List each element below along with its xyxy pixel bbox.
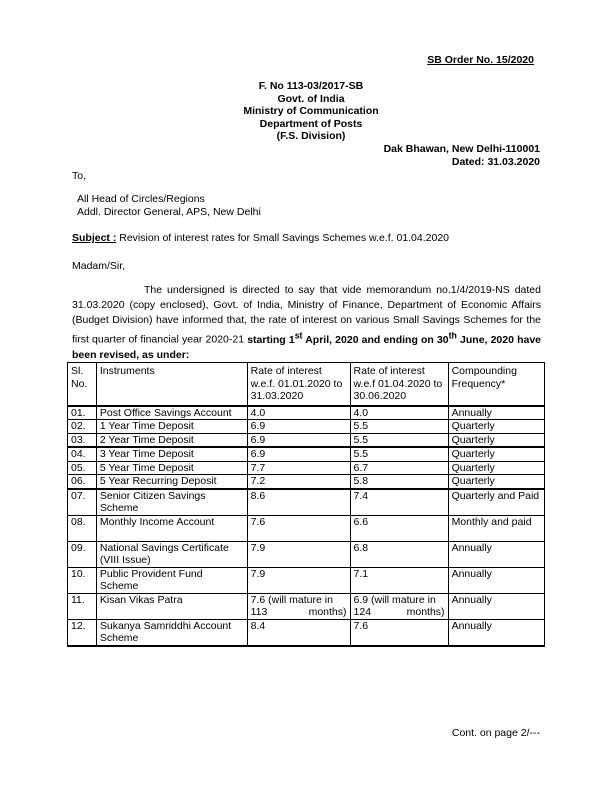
cell-compounding: Quarterly	[448, 461, 544, 475]
recipient: Addl. Director General, APS, New Delhi	[77, 206, 261, 218]
cell-old-rate: 6.9	[247, 447, 350, 461]
cell-sl-no: 01.	[68, 406, 97, 420]
paragraph-main: The undersigned is directed to say that vide memorandum no.1/4/2019-NS dated 31.03.2020 (copy enclosed), Govt. of India, Ministry of Finance, Department of Economic Affairs (Budget Division) have informed that, the rate of interest on various Small Savings Schemes for the first quarter of financial year 2020-21	[72, 284, 541, 346]
interest-rates-table	[67, 362, 545, 647]
cell-old-rate: 7.9	[247, 567, 350, 593]
cell-compounding: Quarterly	[448, 420, 544, 434]
cell-sl-no: 10.	[68, 567, 97, 593]
cell-sl-no: 02.	[68, 420, 97, 434]
cell-instrument: Sukanya Samriddhi Account Scheme	[96, 619, 247, 646]
cell-new-rate: 6.7	[350, 461, 448, 475]
cell-new-rate: 5.5	[350, 433, 448, 447]
subject-label: Subject :	[72, 232, 117, 244]
cell-sl-no: 07.	[68, 489, 97, 516]
column-header-instruments: Instruments	[96, 363, 247, 406]
cell-compounding: Quarterly	[448, 447, 544, 461]
column-header-sl-no: Sl. No.	[68, 363, 97, 406]
cell-instrument: Kisan Vikas Patra	[96, 593, 247, 619]
column-header-new-rate: Rate of interest w.e.f 01.04.2020 to 30.06.2020	[350, 363, 448, 406]
table-row	[68, 447, 545, 461]
body-paragraph	[72, 283, 541, 363]
cell-old-rate: 4.0	[247, 406, 350, 420]
cell-old-rate: 6.9	[247, 420, 350, 434]
cell-new-rate: 6.9 (will mature in 124 months)	[350, 593, 448, 619]
cell-new-rate: 5.8	[350, 475, 448, 489]
cell-compounding: Annually	[448, 567, 544, 593]
column-header-old-rate: Rate of interest w.e.f. 01.01.2020 to 31.03.2020	[247, 363, 350, 406]
division-line: (F.S. Division)	[276, 130, 346, 142]
cell-compounding: Annually	[448, 593, 544, 619]
department-line: Department of Posts	[259, 117, 363, 130]
cell-new-rate: 6.8	[350, 541, 448, 567]
table-row	[68, 489, 545, 516]
cell-instrument: Senior Citizen Savings Scheme	[96, 489, 247, 516]
cell-compounding: Quarterly	[448, 475, 544, 489]
table-row	[68, 420, 545, 434]
cell-old-rate: 7.7	[247, 461, 350, 475]
cell-new-rate: 4.0	[350, 406, 448, 420]
cell-old-rate: 7.6	[247, 515, 350, 541]
cell-instrument: Post Office Savings Account	[96, 406, 247, 420]
cell-instrument: National Savings Certificate (VIII Issue)	[96, 541, 247, 567]
table-row	[68, 475, 545, 489]
table-row	[68, 461, 545, 475]
cell-sl-no: 08.	[68, 515, 97, 541]
cell-old-rate: 7.6 (will mature in 113 months)	[247, 593, 350, 619]
cell-sl-no: 05.	[68, 461, 97, 475]
cell-new-rate: 7.4	[350, 489, 448, 516]
cell-compounding: Monthly and paid	[448, 515, 544, 541]
govt-line: Govt. of India	[277, 92, 345, 105]
recipients	[77, 193, 261, 219]
paragraph-bold: starting 1st April, 2020 and ending on 30th June, 2020 have been revised, as under:	[72, 330, 542, 361]
cell-instrument: 3 Year Time Deposit	[96, 447, 247, 461]
cell-old-rate: 8.6	[247, 489, 350, 516]
cell-compounding: Annually	[448, 406, 544, 420]
table-row	[68, 593, 545, 619]
ministry-line: Ministry of Communication	[243, 105, 379, 117]
cell-compounding: Quarterly and Paid	[448, 489, 544, 516]
address-place: Dak Bhawan, New Delhi-110001	[383, 143, 540, 155]
subject-text: Revision of interest rates for Small Savings Schemes w.e.f. 01.04.2020	[116, 232, 450, 244]
cell-compounding: Quarterly	[448, 433, 544, 447]
cell-compounding: Annually	[448, 619, 544, 646]
cell-instrument: 2 Year Time Deposit	[96, 433, 247, 447]
continuation-note: Cont. on page 2/---	[451, 727, 540, 739]
cell-sl-no: 04.	[68, 447, 97, 461]
subject-line	[72, 232, 449, 244]
order-number: SB Order No. 15/2020	[427, 54, 534, 66]
cell-instrument: 5 Year Recurring Deposit	[96, 475, 247, 489]
recipient: All Head of Circles/Regions	[77, 193, 205, 205]
column-header-compounding: Compounding Frequency*	[448, 363, 544, 406]
cell-compounding: Annually	[448, 541, 544, 567]
cell-old-rate: 7.2	[247, 475, 350, 489]
cell-instrument: Public Provident Fund Scheme	[96, 567, 247, 593]
table-row	[68, 433, 545, 447]
cell-old-rate: 7.9	[247, 541, 350, 567]
date-line: Dated: 31.03.2020	[451, 155, 540, 168]
cell-new-rate: 6.6	[350, 515, 448, 541]
table-row	[68, 406, 545, 420]
cell-old-rate: 8.4	[247, 619, 350, 646]
cell-sl-no: 06.	[68, 475, 97, 489]
cell-sl-no: 11.	[68, 593, 97, 619]
letter-header	[0, 80, 612, 143]
cell-sl-no: 09.	[68, 541, 97, 567]
cell-new-rate: 7.1	[350, 567, 448, 593]
cell-new-rate: 5.5	[350, 420, 448, 434]
salutation: Madam/Sir,	[72, 260, 126, 272]
table-header-row	[68, 363, 545, 406]
cell-instrument: Monthly Income Account	[96, 515, 247, 541]
table-row	[68, 515, 545, 541]
cell-new-rate: 5.5	[350, 447, 448, 461]
sender-address	[384, 143, 540, 168]
to-line: To,	[72, 170, 87, 182]
cell-new-rate: 7.6	[350, 619, 448, 646]
table-row	[68, 541, 545, 567]
cell-sl-no: 03.	[68, 433, 97, 447]
table-row	[68, 619, 545, 646]
file-number: F. No 113-03/2017-SB	[258, 80, 364, 92]
table-row	[68, 567, 545, 593]
cell-instrument: 1 Year Time Deposit	[96, 420, 247, 434]
cell-sl-no: 12.	[68, 619, 97, 646]
cell-instrument: 5 Year Time Deposit	[96, 461, 247, 475]
cell-old-rate: 6.9	[247, 433, 350, 447]
